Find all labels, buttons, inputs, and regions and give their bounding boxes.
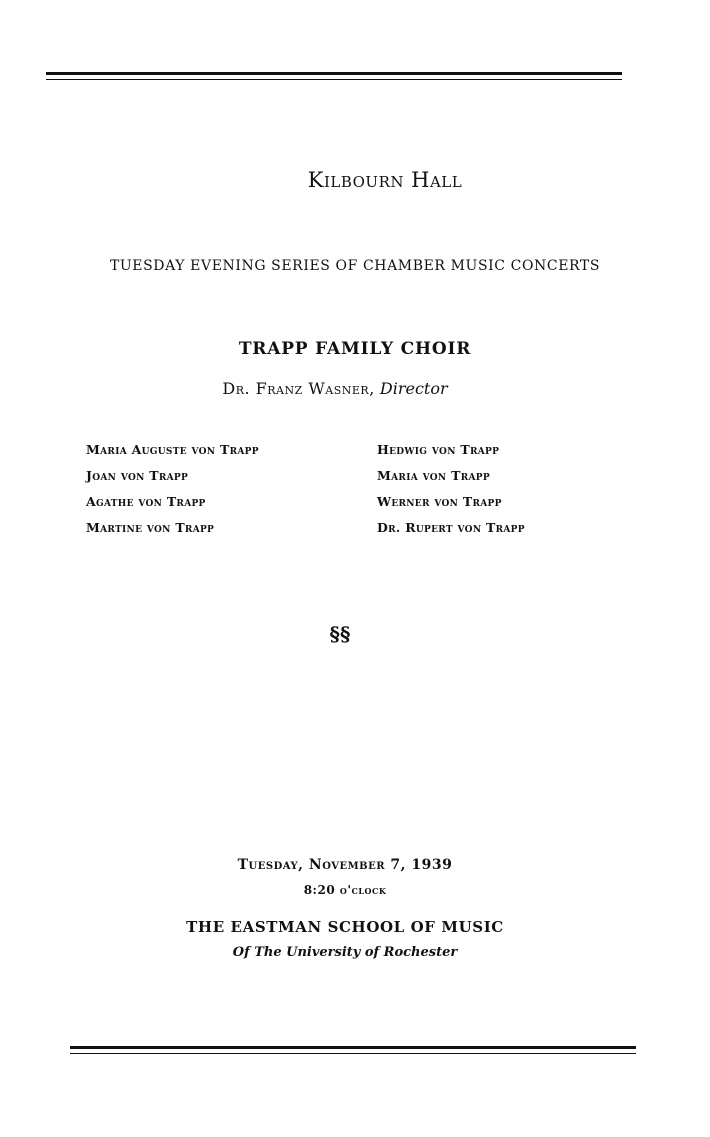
university-name: Of The University of Rochester	[232, 945, 458, 960]
members-left-column	[86, 442, 346, 546]
member-name: Joan von Trapp	[86, 468, 189, 483]
member-name: Martine von Trapp	[86, 520, 215, 535]
bottom-rule	[70, 1046, 636, 1054]
series-title: TUESDAY EVENING SERIES OF CHAMBER MUSIC CONCERTS	[109, 258, 601, 274]
member-name: Agathe von Trapp	[86, 494, 206, 509]
school-name: THE EASTMAN SCHOOL OF MUSIC	[186, 918, 504, 936]
members-right-column	[377, 442, 637, 546]
section-ornament: §§	[329, 622, 351, 646]
director-role: Director	[379, 379, 448, 398]
member-name: Dr. Rupert von Trapp	[377, 520, 525, 535]
director-name: Dr. Franz Wasner,	[222, 379, 375, 398]
member-name: Hedwig von Trapp	[377, 442, 500, 457]
member-name: Maria von Trapp	[377, 468, 490, 483]
top-rule	[46, 72, 622, 80]
director-line	[0, 379, 690, 398]
ensemble-name: TRAPP FAMILY CHOIR	[238, 339, 472, 359]
concert-date: Tuesday, November 7, 1939	[237, 857, 453, 873]
concert-time: 8:20 o'clock	[303, 883, 387, 897]
member-name: Maria Auguste von Trapp	[86, 442, 259, 457]
hall-title: Kilbourn Hall	[307, 168, 463, 192]
member-name: Werner von Trapp	[377, 494, 502, 509]
